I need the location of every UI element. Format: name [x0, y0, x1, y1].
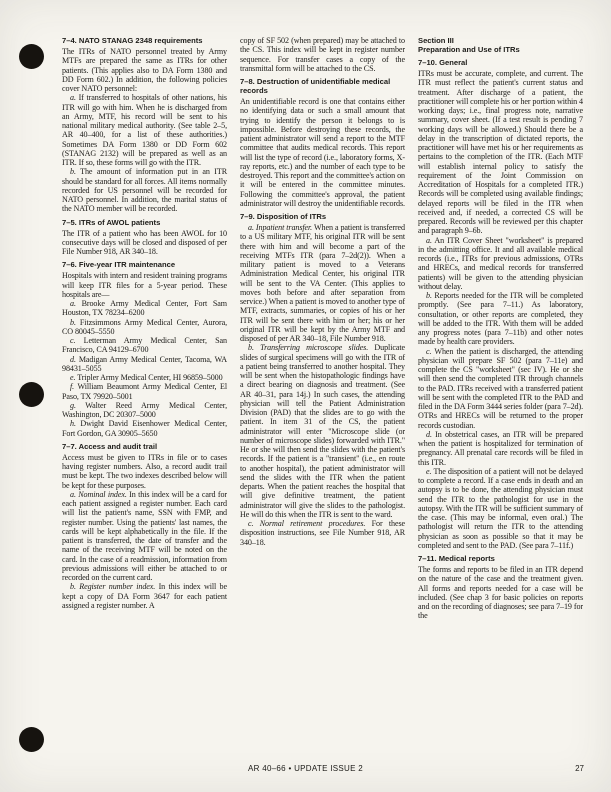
list-item-paragraph: c. Normal retirement procedures. For these disposition instructions, see File Number 918, AR 340–18.	[240, 519, 405, 547]
page-body	[62, 36, 582, 621]
list-item-paragraph: b. Register number index. In this index will be kept a copy of DA Form 3647 for each patient assigned a register number. A	[62, 582, 227, 610]
paragraph: The ITR of a patient who has been AWOL for 10 consecutive days will be closed and disposed of per File Number 918, AR 340–18.	[62, 228, 227, 256]
item-lead: h.	[70, 419, 76, 429]
item-lead: a.	[426, 235, 432, 245]
section-heading: 7–4. NATO STANAG 2348 requirements	[62, 36, 203, 45]
item-lead: c.	[70, 336, 76, 345]
list-item-paragraph: b. Reports needed for the ITR will be completed promptly. (See para 7–11.) As laboratory, consultation, or other reports are completed, they will be added to the ITR. With them will be added any progress notes (para 7–11b) and other notes made by health care providers.	[418, 291, 583, 347]
item-lead: g.	[70, 400, 76, 410]
item-lead: b. Transferring microscope slides.	[248, 343, 369, 353]
paragraph: ITRs must be accurate, complete, and current. The ITR must reflect the patient's current status and treatment. After discharge of a patient, the practitioner will complete his or her portion within 4 working days; i.e., final progress note, narrative summary, cover sheet. (If a test result is pending 7 working days will be allowed.) Should there be a delay in the transcription of dictated reports, the practitioner will have met his or her requirements as pertains to the completion of the ITR. (Each MTF will establish internal policy to satisfy the requirement of the Joint Commission on Accreditation of Hospitals for a completed ITR.) Records will be completed using available findings; delayed reports will be filed in the ITR when received and, if needed, a corrected CS will be prepared. Records will be reviewed per this chapter and paragraph 9–6b.	[418, 69, 583, 236]
page-footer	[0, 764, 611, 775]
hole-punch-icon	[19, 44, 44, 69]
section-heading: 7–5. ITRs of AWOL patients	[62, 217, 161, 227]
item-lead: d.	[426, 429, 432, 439]
item-lead: c. Normal retirement procedures.	[248, 519, 366, 528]
list-item-paragraph: a. Nominal index. In this index will be a card for each patient assigned a register number. Each card will list the patient's name, SSN with FMP, and register number. Using the patients' last names, the cards will be kept alphabetically in the file. If the patient is transferred, the date of transfer and the name of the receiving MTF will be noted on the card. In the case of a readmission, information from previous admissions will either be attached to or recorded on the current card.	[62, 489, 227, 582]
list-item-paragraph: a. Inpatient transfer. When a patient is transferred to a US military MTF, his original ITR will be sent there with him and will become a part of the receiving MTFs ITR (para 7–2d(2)). When a military patient is moved to a Veterans Administration Medical Center, his original ITR will be sent to the VA Center. (This applies to moves both before and after separation from service.) When a patient is moved to another type of MTF, extracts, summaries, or copies of his or her ITR will be sent there with him or her; his or her original ITR will be kept by the Army MTF and disposed of per AR 340–18, File Number 918.	[240, 223, 405, 343]
list-item-paragraph: e. The disposition of a patient will not be delayed to complete a record. If a case ends in death and an autopsy is to be done, the attending physician must send the ITR to the pathologist for use in the autopsy. With the ITR will be sufficient summary of the case. (This may be informal, even oral.) The pathologist will return the ITR to the attending physician as soon as possible so that it may be completed and sent to the PAD. (See para 7–11f.)	[418, 466, 583, 550]
list-item-paragraph: d. Madigan Army Medical Center, Tacoma, WA 98431–5055	[62, 354, 227, 373]
list-item-paragraph: a. Brooke Army Medical Center, Fort Sam Houston, TX 78234–6200	[62, 299, 227, 318]
paragraph: An unidentifiable record is one that contains either no identifying data or such a small amount that trying to identify the person it belongs to is impossible. Before destroying these records, the patient administrator will send a report to the MTF committee that audits medical records. This report will list the type of record (i.e., laboratory forms, X-ray reports, etc.) and the number of each type to be destroyed. This report and the committee's action on it will be entered in the committee minutes. Following the committee's approval, the patient administrator will destroy the unidentifiable records.	[240, 97, 405, 208]
list-item-paragraph: c. When the patient is discharged, the attending physician will prepare SF 502 (para 7–11e) and complete the CS "worksheet" (sec IV). He or she will then send the completed ITR through channels to the PAD. ITRs received with a transferred patient will be sent with the completed ITR to the PAD and filed in the DA Form 3444 series folder (para 7–2d). OTRs and HRECs will be returned to the proper records custodian.	[418, 346, 583, 430]
list-item-paragraph: g. Walter Reed Army Medical Center, Washington, DC 20307–5000	[62, 400, 227, 419]
list-item-paragraph: c. Letterman Army Medical Center, San Francisco, CA 94129–6700	[62, 336, 227, 355]
list-item-paragraph: a. An ITR Cover Sheet "worksheet" is prepared in the admitting office. It and all available medical records (i.e., ITRs for previous admissions, OTRs and HRECs, and medical records for transferred patients) will be given to the attending physician without delay.	[418, 235, 583, 291]
item-lead: a. Inpatient transfer.	[248, 223, 313, 232]
item-lead: b. Register number index.	[70, 582, 156, 592]
section-heading: 7–11. Medical reports	[418, 554, 495, 563]
section-title	[418, 36, 583, 54]
paragraph: Hospitals with intern and resident training programs will keep ITR files for a 5-year period. These hospitals are—	[62, 271, 227, 299]
item-lead: a.	[70, 93, 76, 103]
list-item-paragraph: h. Dwight David Eisenhower Medical Center, Fort Gordon, GA 30905–5650	[62, 419, 227, 438]
item-lead: f.	[70, 382, 75, 392]
column-middle	[240, 36, 405, 621]
section-heading: 7–10. General	[418, 58, 468, 67]
item-lead: b.	[70, 167, 76, 177]
section-heading: 7–6. Five-year ITR maintenance	[62, 260, 176, 270]
list-item-paragraph: b. Transferring microscope slides. Duplicate slides of surgical specimens will go with the ITR of a patient being transferred to another hospital. They will be sent when the histopathologic findings have a direct bearing on diagnosis and treatment. (See AR 40–31, para 14j.) In such cases, the attending physician will tell the Patient Administration Division (PAD) that the slides are to go with the patient. In item 31 of the CS, the patient administrator will enter "Microscope slide (or number of microscope slides) forwarded with ITR." He or she will then send the slides with the patient's records. If the patient is a "transient" (i.e., en route to another hospital), the patient administrator will send the slides with the ITR when the patient departs. When the patient reaches the hospital that will give definitive treatment, the patient administrator will give the slides to the pathologist. He will do this when the ITR is sent to the ward.	[240, 343, 405, 519]
section-heading: 7–8. Destruction of unidentifiable medical records	[240, 77, 391, 95]
item-lead: e.	[70, 373, 76, 382]
list-item-paragraph: f. William Beaumont Army Medical Center, El Paso, TX 79920–5001	[62, 382, 227, 401]
paragraph: The forms and reports to be filed in an ITR depend on the nature of the case and the treatment given. All forms and reports needed for a case will be included. (See chap 3 for basic policies on reports and on the recording of diagnoses; see para 7–19 for the	[418, 565, 583, 621]
item-lead: c.	[426, 346, 432, 356]
section-heading: 7–7. Access and audit trail	[62, 441, 158, 451]
item-lead: a. Nominal index.	[70, 489, 127, 499]
footer-citation: AR 40–66 • UPDATE ISSUE 2	[247, 764, 364, 773]
column-left	[62, 36, 227, 621]
list-item-paragraph: b. Fitzsimmons Army Medical Center, Aurora, CO 80045–5550	[62, 317, 227, 336]
item-lead: e.	[426, 466, 432, 476]
column-right	[418, 36, 583, 621]
item-lead: d.	[70, 354, 76, 364]
section-title-line: Section III	[418, 36, 454, 45]
section-heading: 7–9. Disposition of ITRs	[240, 212, 327, 221]
page-number: 27	[575, 764, 584, 773]
paragraph: The ITRs of NATO personnel treated by Army MTFs are prepared the same as ITRs for other patients. (This applies also to DA Form 1380 and DD Form 602.) In addition, the following policies cover NATO personnel:	[62, 47, 227, 93]
hole-punch-icon	[19, 382, 44, 407]
section-title-line: Preparation and Use of ITRs	[418, 45, 520, 54]
list-item-paragraph: a. If transferred to hospitals of other nations, his ITR will go with him. When he is discharged from an Army, MTF, his record will be sent to his national military medical authority. (See table 2–5, AR 40–400, for a list of these authorities.) Sometimes DA Form 1380 or DD Form 602 (STANAG 2132) will be prepared as well as an ITR. If so, these forms will go with the ITR.	[62, 93, 227, 167]
item-lead: a.	[70, 299, 76, 308]
hole-punch-icon	[19, 727, 44, 752]
paragraph: copy of SF 502 (when prepared) may be attached to the CS. This index will be kept in register number sequence. For transfer cases a copy of the transmittal form will be attached to the CS.	[240, 36, 405, 73]
list-item-paragraph: e. Tripler Army Medical Center, HI 96859–5000	[70, 373, 223, 382]
paragraph: Access must be given to ITRs in file or to cases having register numbers. Also, a record audit trail must be kept. The two indexes described below will be kept for these purposes.	[62, 452, 227, 490]
list-item-paragraph: b. The amount of information put in an ITR should be standard for all forces. All items normally recorded for US personnel will be recorded for NATO personnel. In addition, the marital status of the NATO member will be recorded.	[62, 167, 227, 214]
item-lead: b.	[426, 291, 432, 300]
list-item-paragraph: d. In obstetrical cases, an ITR will be prepared when the patient is hospitalized for termination of pregnancy. All prenatal care records will be filed in this ITR.	[418, 429, 583, 467]
item-lead: b.	[70, 317, 76, 327]
